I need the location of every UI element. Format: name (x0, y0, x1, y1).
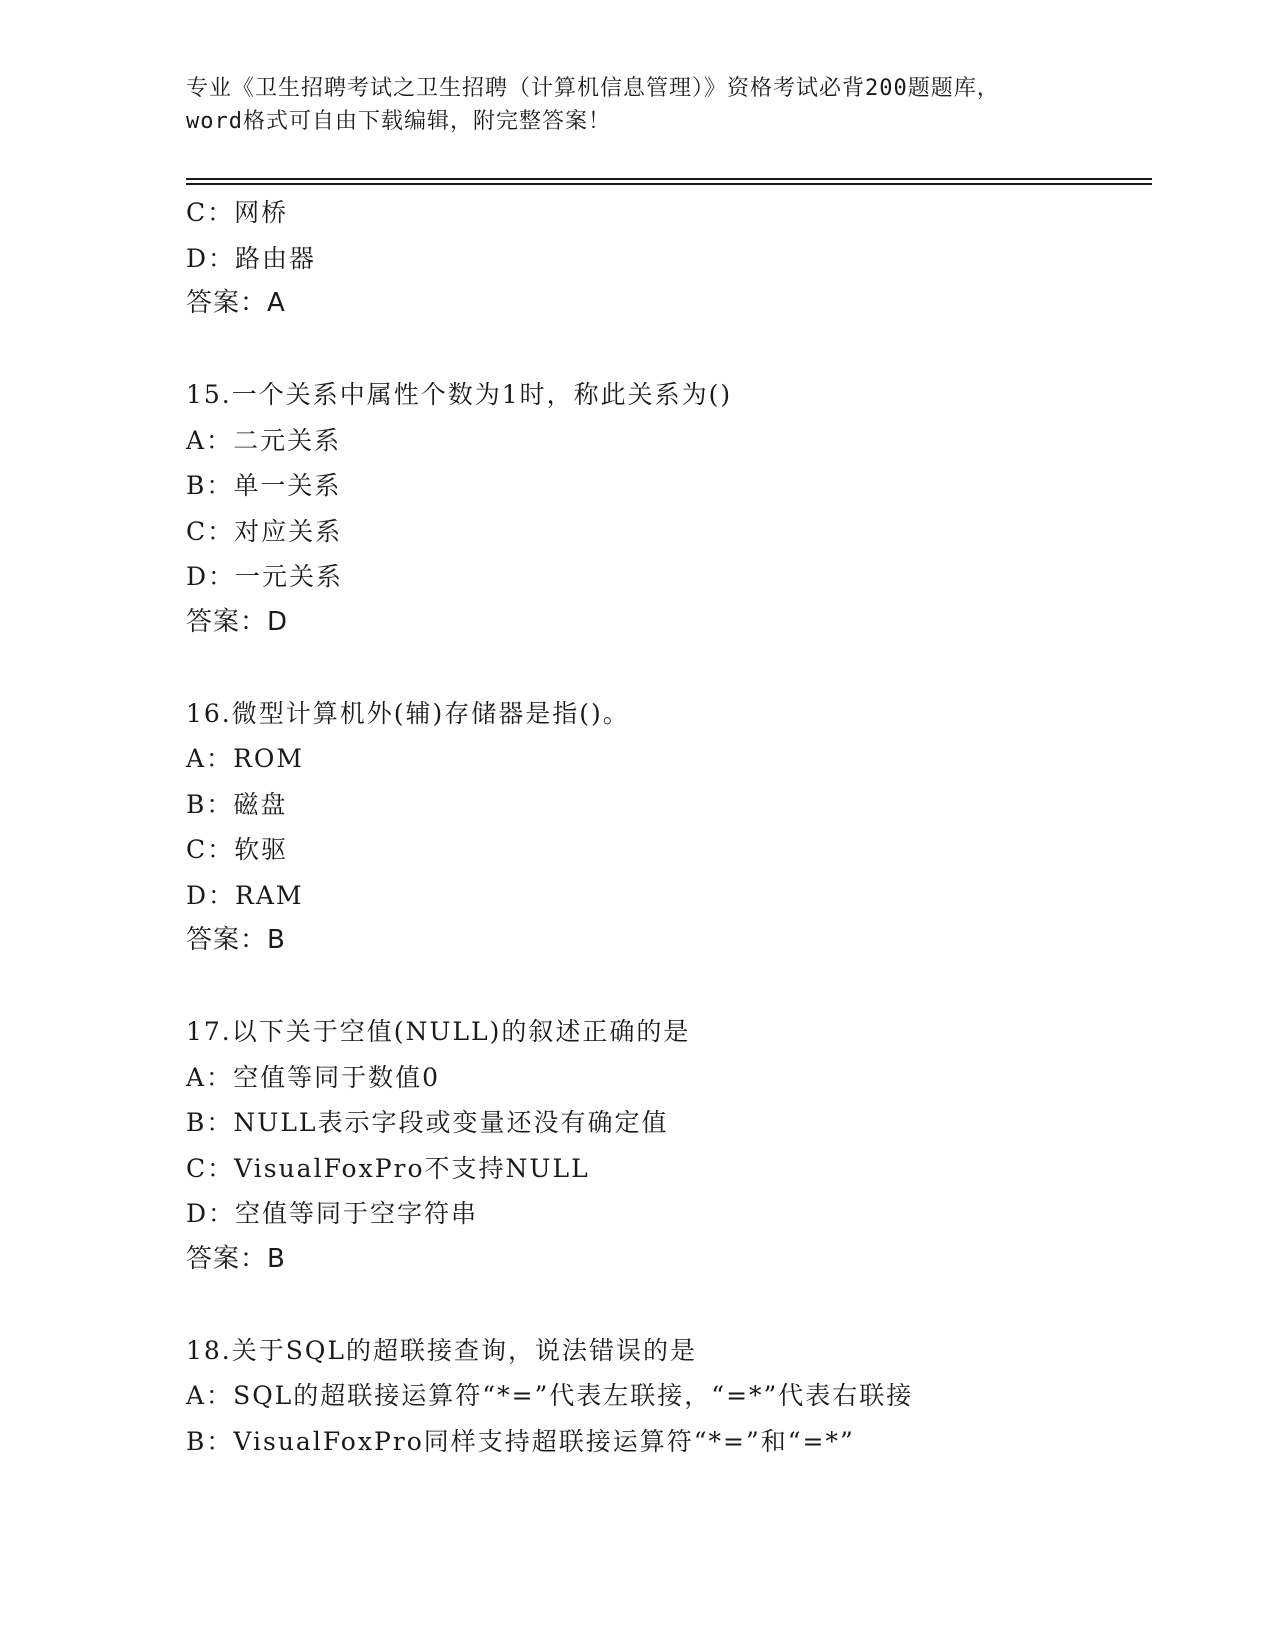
option-row (186, 827, 1166, 873)
option-row (186, 554, 1166, 600)
option-text: 网桥 (234, 198, 289, 227)
option-row (186, 736, 1166, 782)
option-row (186, 418, 1166, 464)
option-text: SQL的超联接运算符“*=”代表左联接，“=*”代表右联接 (233, 1381, 914, 1410)
option-text: RAM (235, 880, 304, 910)
option-text: ROM (233, 744, 304, 773)
option-key: D： (186, 1199, 236, 1228)
option-key: B： (186, 1108, 234, 1137)
answer-line: 答案：B (186, 925, 286, 955)
question-stem: 15.一个关系中属性个数为1时，称此关系为() (186, 380, 733, 409)
option-key: D： (186, 562, 236, 591)
option-row (186, 1100, 1166, 1146)
header-line-2: word格式可自由下载编辑，附完整答案！ (186, 109, 611, 134)
question-stem: 18.关于SQL的超联接查询，说法错误的是 (186, 1335, 697, 1365)
option-text: 一元关系 (235, 562, 344, 591)
spacer (186, 645, 1166, 691)
option-row (186, 782, 1166, 828)
header-divider-bottom (186, 183, 1152, 185)
spacer (186, 327, 1166, 373)
option-key: A： (186, 1381, 234, 1410)
header-line-1: 专业《卫生招聘考试之卫生招聘（计算机信息管理）》资格考试必背200题题库， (186, 76, 1000, 101)
option-key: D： (186, 243, 236, 273)
option-text: 单一关系 (233, 471, 342, 500)
answer-line: 答案：A (186, 288, 286, 318)
question-list (186, 190, 1166, 1464)
option-text: 二元关系 (233, 425, 342, 455)
option-text: VisualFoxPro不支持NULL (234, 1153, 590, 1183)
option-key: C： (186, 835, 235, 864)
option-row (186, 1419, 1166, 1465)
option-row (186, 1146, 1166, 1192)
document-header (186, 72, 1086, 138)
option-text: 软驱 (234, 835, 289, 864)
option-row (186, 190, 1166, 236)
option-key: B： (186, 471, 234, 500)
question-stem: 16.微型计算机外(辅)存储器是指()。 (186, 698, 630, 728)
option-key: A： (186, 1062, 234, 1092)
option-row (186, 1055, 1166, 1101)
option-key: B： (186, 789, 234, 819)
option-text: 对应关系 (234, 516, 343, 546)
question-stem: 17.以下关于空值(NULL)的叙述正确的是 (186, 1017, 691, 1046)
option-text: 磁盘 (233, 789, 288, 819)
spacer (186, 1282, 1166, 1328)
option-key: A： (186, 744, 234, 773)
spacer (186, 964, 1166, 1010)
option-text: 空值等同于空字符串 (235, 1199, 479, 1228)
option-row (186, 463, 1166, 509)
option-text: 空值等同于数值0 (233, 1062, 440, 1092)
answer-line: 答案：D (186, 606, 289, 637)
option-key: C： (186, 198, 235, 227)
option-row (186, 236, 1166, 282)
option-key: C： (186, 516, 235, 546)
option-key: A： (186, 425, 234, 455)
option-row (186, 1373, 1166, 1419)
header-divider-top (186, 178, 1152, 180)
answer-line: 答案：B (186, 1243, 286, 1274)
option-key: D： (186, 880, 236, 910)
option-row (186, 509, 1166, 555)
option-text: NULL表示字段或变量还没有确定值 (233, 1108, 669, 1137)
option-text: VisualFoxPro同样支持超联接运算符“*=”和“=*” (233, 1426, 855, 1456)
option-row (186, 873, 1166, 919)
option-text: 路由器 (235, 243, 317, 273)
option-key: B： (186, 1426, 234, 1456)
option-key: C： (186, 1153, 235, 1183)
option-row (186, 1191, 1166, 1237)
